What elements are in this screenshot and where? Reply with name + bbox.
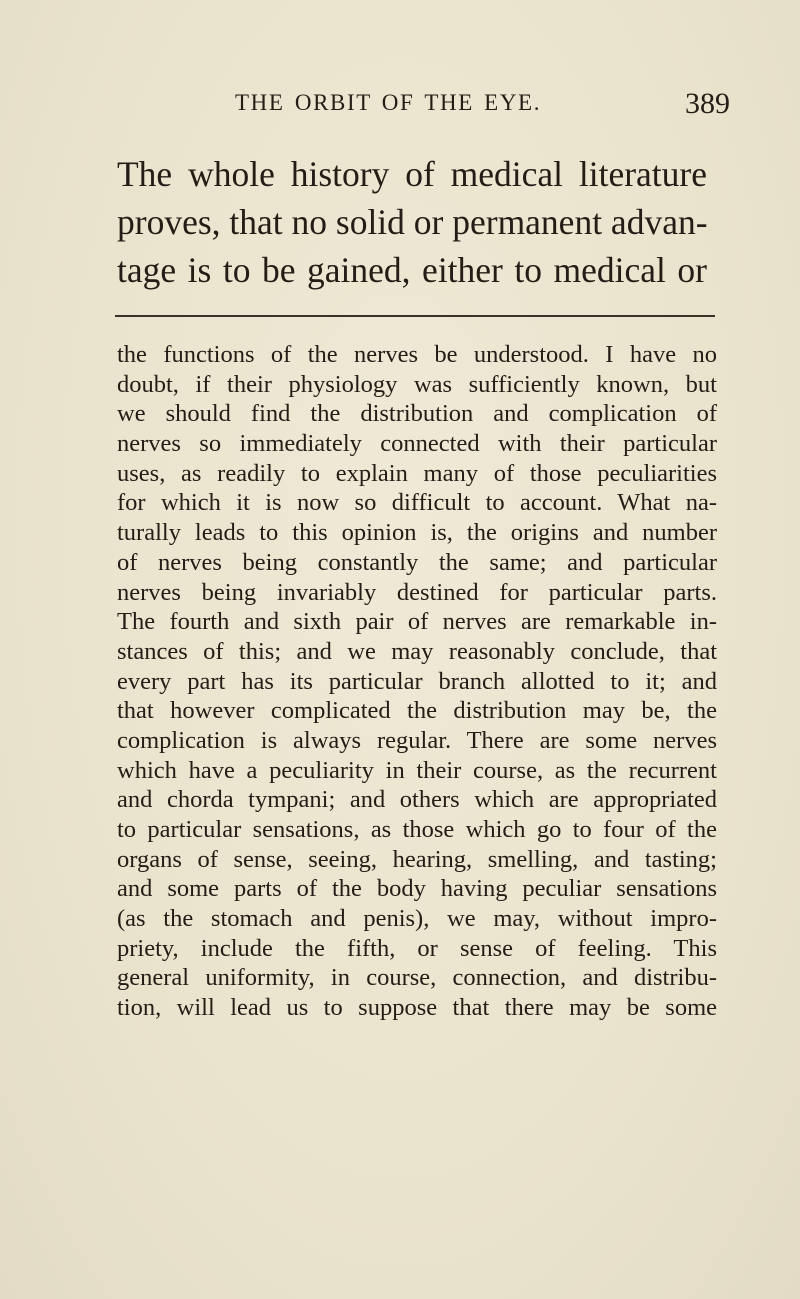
text-line: turally leads to this opinion is, the origins and number [117, 519, 717, 547]
text-line: stances of this; and we may reasonably conclude, that [117, 637, 717, 665]
text-line: The whole history of medical literature [117, 154, 707, 194]
text-line: uses, as readily to explain many of those peculiarities [117, 459, 717, 487]
running-header [60, 87, 760, 130]
text-line: organs of sense, seeing, hearing, smelling, and tasting; [117, 845, 717, 873]
text-line: and chorda tympani; and others which are appropriated [117, 786, 717, 814]
text-line: the functions of the nerves be understood. I have no [117, 341, 717, 368]
text-line: we should find the distribution and complication of [117, 400, 717, 428]
text-line: which have a peculiarity in their course, as the recurrent [117, 756, 717, 784]
body-paragraph [117, 340, 717, 1023]
text-line: nerves being invariably destined for particular parts. [117, 578, 717, 606]
large-print-paragraph [117, 150, 707, 294]
text-line: general uniformity, in course, connection, and distribu- [117, 964, 717, 992]
text-line: to particular sensations, as those which go to four of the [117, 816, 717, 843]
text-line: tion, will lead us to suppose that there may be some [117, 994, 717, 1022]
text-line: doubt, if their physiology was sufficiently known, but [117, 370, 717, 398]
text-line: nerves so immediately connected with their particular [117, 430, 717, 458]
text-line: and some parts of the body having peculiar sensations [117, 875, 717, 903]
text-line: for which it is now so difficult to account. What na- [117, 489, 717, 517]
text-line: (as the stomach and penis), we may, without impro- [117, 905, 717, 933]
running-title: THE ORBIT OF THE EYE. [235, 90, 542, 115]
section-divider [115, 315, 715, 317]
text-line: complication is always regular. There are some nerves [117, 726, 717, 754]
text-line: of nerves being constantly the same; and particular [117, 548, 717, 576]
text-line: tage is to be gained, either to medical or [117, 250, 707, 290]
page-number: 389 [685, 87, 730, 120]
text-line: The fourth and sixth pair of nerves are remarkable in- [117, 608, 717, 636]
text-line: proves, that no solid or permanent advan- [117, 202, 708, 242]
text-line: that however complicated the distribution may be, the [117, 697, 717, 725]
text-line: every part has its particular branch allotted to it; and [117, 667, 717, 695]
text-line: priety, include the fifth, or sense of feeling. This [117, 934, 717, 962]
